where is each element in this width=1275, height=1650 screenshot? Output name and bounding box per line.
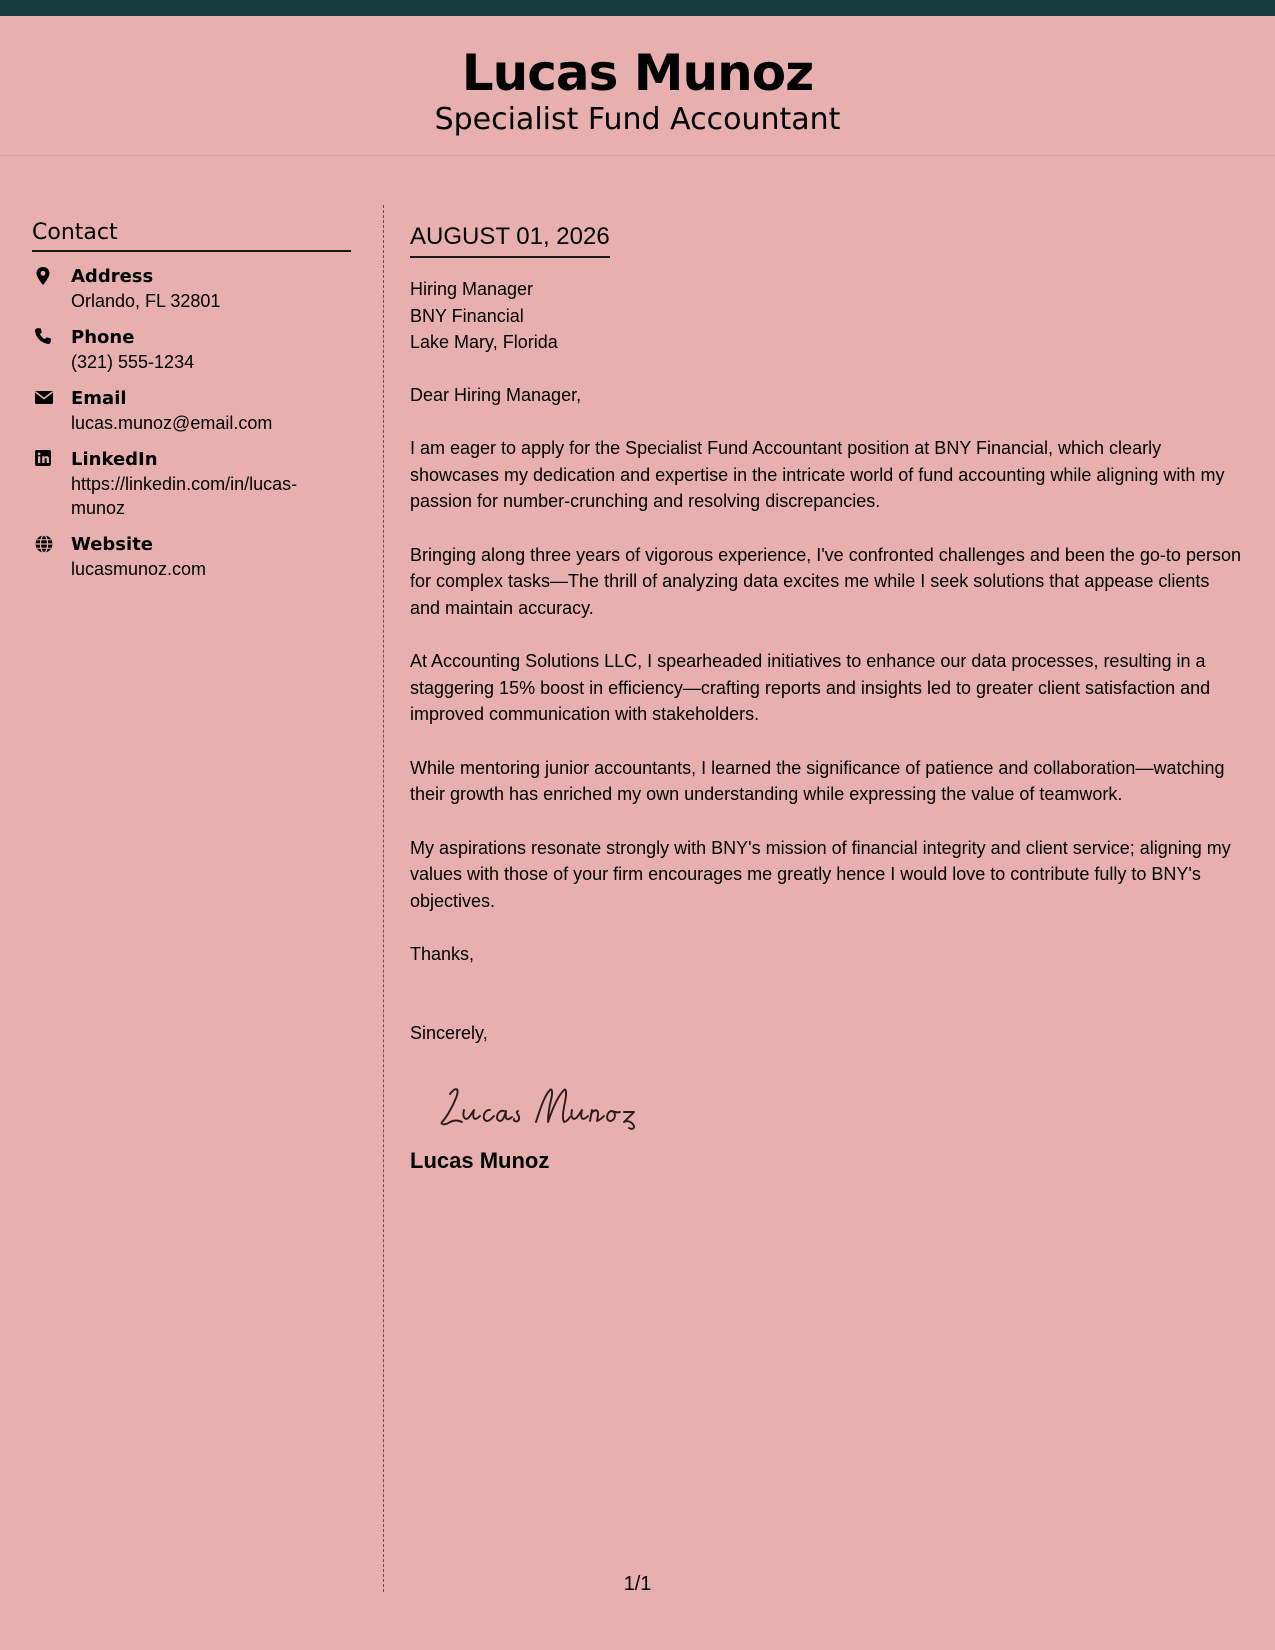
linkedin-icon <box>34 449 52 467</box>
linkedin-value: https://linkedin.com/in/lucas-munoz <box>71 474 298 518</box>
website-value: lucasmunoz.com <box>71 559 207 579</box>
letter-paragraph: My aspirations resonate strongly with BNY's mission of financial integrity and client service; aligning my values with those of your firm encourages me greatly hence I would love to contribute fully to BNY's objectives. <box>410 837 1231 911</box>
contact-item-website <box>32 532 351 581</box>
email-value: lucas.munoz@email.com <box>71 413 273 433</box>
letter-paragraph: At Accounting Solutions LLC, I spearheaded initiatives to enhance our data processes, resulting in a staggering 15% boost in efficiency—crafting reports and insights led to greater client satisfaction and improved communication with stakeholders. <box>410 651 1211 724</box>
address-value: Orlando, FL 32801 <box>71 291 221 311</box>
closing-thanks: Thanks, <box>410 944 475 964</box>
envelope-icon <box>34 388 52 406</box>
contact-heading: Contact <box>32 218 351 252</box>
handwritten-signature <box>436 1080 1242 1132</box>
contact-item-phone <box>32 325 351 374</box>
recipient-line: Hiring Manager <box>410 279 534 299</box>
contact-sidebar <box>32 218 351 593</box>
contact-item-linkedin <box>32 447 351 520</box>
applicant-name: Lucas Munoz <box>461 44 814 102</box>
contact-label: Phone <box>71 327 135 348</box>
signed-name: Lucas Munoz <box>410 1148 550 1173</box>
applicant-job-title: Specialist Fund Accountant <box>434 102 841 137</box>
contact-item-address <box>32 264 351 313</box>
globe-icon <box>34 534 52 552</box>
salutation: Dear Hiring Manager, <box>410 384 582 405</box>
recipient-block <box>410 276 1242 356</box>
letter-paragraph: Bringing along three years of vigorous experience, I've confronted challenges and been the go-to person for complex tasks—The thrill of analyzing data excites me while I seek solutions that appease clients and maintain accuracy. <box>410 544 1241 618</box>
map-pin-icon <box>34 266 52 284</box>
phone-value: (321) 555-1234 <box>71 352 195 372</box>
closing-sincerely: Sincerely, <box>410 1022 488 1043</box>
column-divider <box>383 205 384 1592</box>
contact-label: Website <box>71 534 154 555</box>
letter-paragraph: I am eager to apply for the Specialist Fund Accountant position at BNY Financial, which clearly showcases my dedication and expertise in the intricate world of fund accounting while aligning with my passion for number-crunching and resolving discrepancies. <box>410 438 1225 511</box>
contact-label: LinkedIn <box>71 449 158 470</box>
phone-icon <box>34 327 52 345</box>
letter-body <box>410 220 1242 1176</box>
top-accent-bar <box>0 0 1275 16</box>
contact-list <box>32 264 351 581</box>
page-number: 1/1 <box>623 1573 652 1595</box>
letter-paragraph: While mentoring junior accountants, I learned the significance of patience and collaboration—watching their growth has enriched my own understanding while expressing the value of teamwork. <box>410 757 1225 804</box>
letter-date: AUGUST 01, 2026 <box>410 220 610 258</box>
recipient-line: BNY Financial <box>410 305 524 326</box>
recipient-line: Lake Mary, Florida <box>410 332 558 352</box>
contact-item-email <box>32 386 351 435</box>
resume-header <box>0 16 1275 156</box>
contact-label: Email <box>71 388 127 409</box>
contact-label: Address <box>71 266 154 287</box>
